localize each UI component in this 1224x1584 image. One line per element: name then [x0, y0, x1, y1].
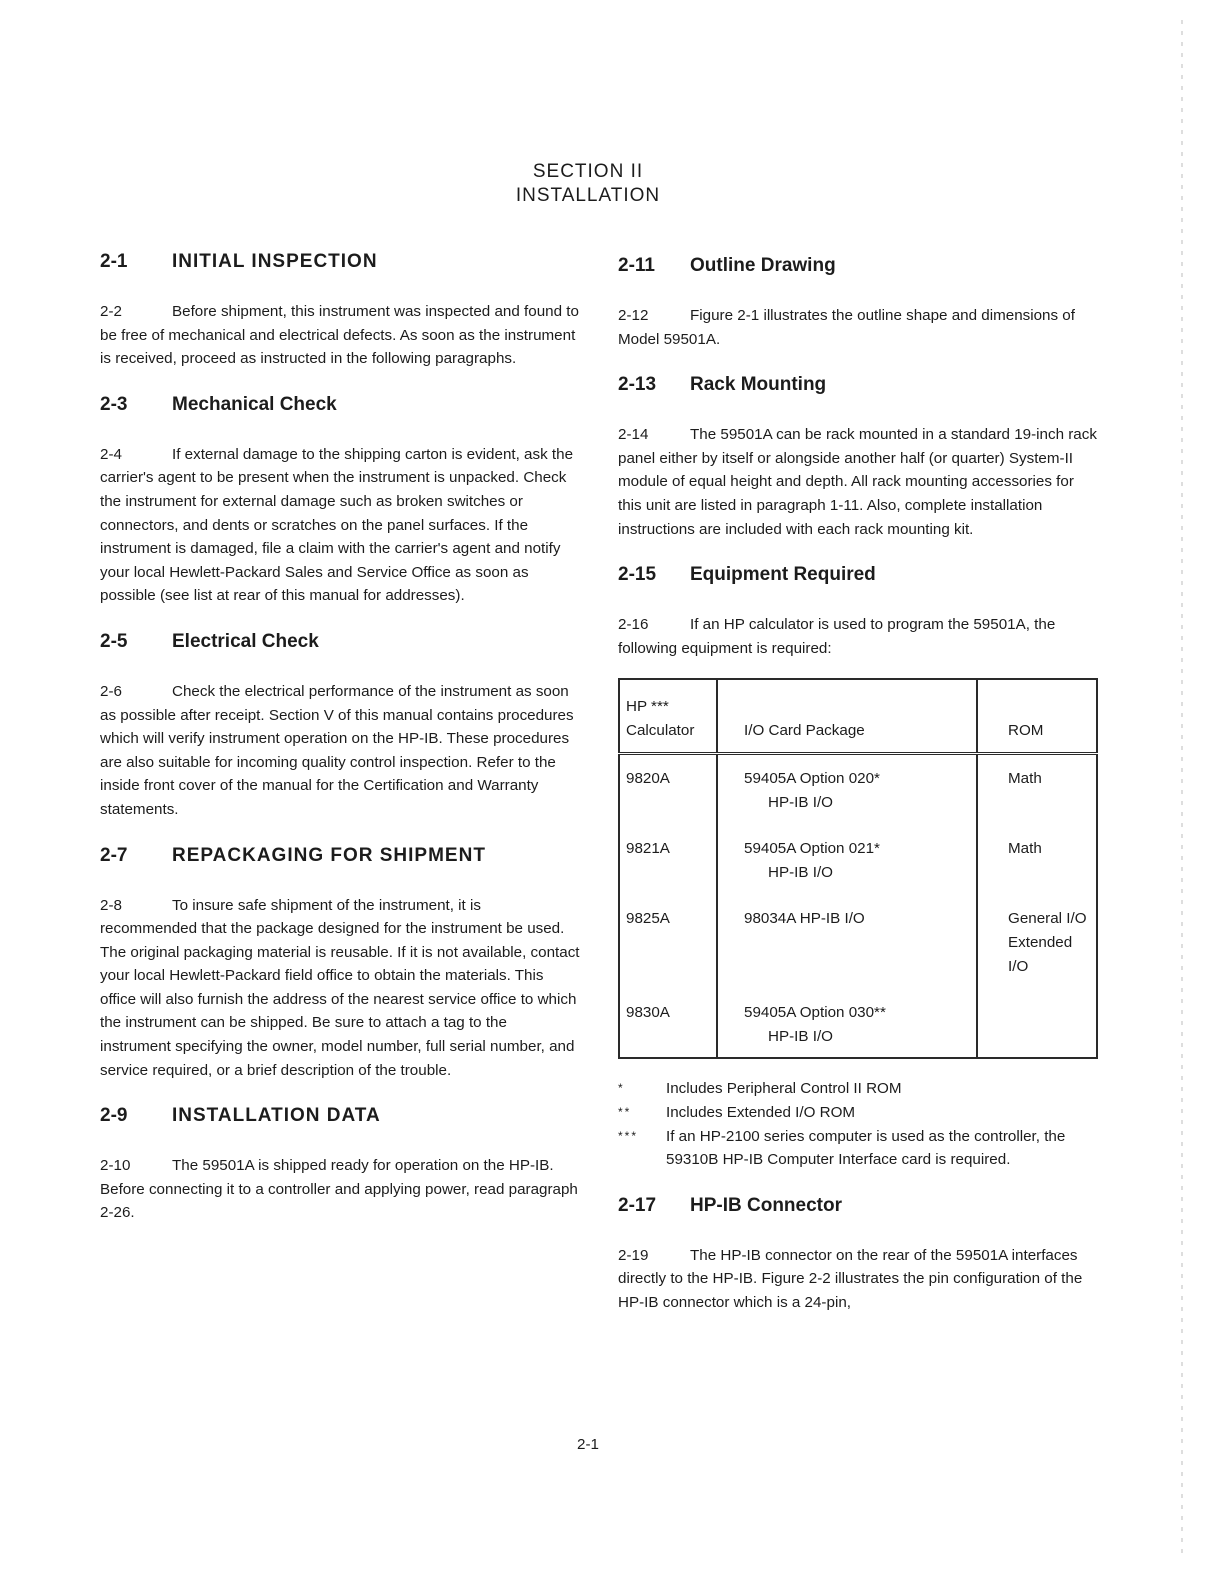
table-row	[619, 989, 1097, 1058]
heading-2-3: 2-3 Mechanical Check	[100, 393, 337, 415]
cell-rom: General I/O Extended I/O	[977, 895, 1097, 989]
cell-calculator: 9821A	[619, 825, 717, 895]
equipment-table	[618, 678, 1098, 1059]
footnote: * Includes Peripheral Control II ROM	[618, 1080, 902, 1098]
table-row	[619, 825, 1097, 895]
header-calculator: HP *** Calculator	[619, 679, 717, 754]
heading-2-13: 2-13 Rack Mounting	[618, 374, 827, 396]
heading-2-7: 2-7 REPACKAGING FOR SHIPMENT	[100, 844, 486, 866]
paragraph-2-2: 2-2 Before shipment, this instrument was inspected and found to be free of mechanical and electrical defects. As soon as the instrument is received, proceed as instructed in the following paragraphs.	[100, 303, 579, 368]
heading-2-5: 2-5 Electrical Check	[100, 630, 319, 652]
cell-calculator: 9820A	[619, 754, 717, 826]
paragraph-2-8: 2-8 To insure safe shipment of the instrument, it is recommended that the package designed for the instrument be used. The original packaging material is reusable. If it is not available, contact your local Hewlett-Packard field office to obtain the materials. This office will also furnish the address of the nearest service office to which the instrument can be shipped. Be sure to attach a tag to the instrument specifying the owner, model number, full serial number, and service required, or a brief description of the trouble.	[100, 896, 580, 1079]
cell-rom: Math	[977, 754, 1097, 826]
right-column	[618, 252, 1100, 1315]
section-title: INSTALLATION	[515, 185, 661, 206]
scan-edge-mark	[1181, 20, 1183, 1560]
heading-2-11: 2-11 Outline Drawing	[618, 255, 836, 276]
footnote: *** If an HP-2100 series computer is used as the controller, the 59310B HP-IB Computer Interface card is required.	[618, 1127, 1066, 1169]
section-number: SECTION II	[532, 161, 644, 182]
table-footnotes	[618, 1077, 1100, 1171]
paragraph-2-12: 2-12 Figure 2-1 illustrates the outline shape and dimensions of Model 59501A.	[618, 307, 1075, 348]
cell-io-card: 98034A HP-IB I/O	[717, 895, 977, 989]
heading-2-15: 2-15 Equipment Required	[618, 564, 876, 586]
cell-io-card: 59405A Option 030** HP-IB I/O	[717, 989, 977, 1058]
cell-io-card: 59405A Option 021* HP-IB I/O	[717, 825, 977, 895]
cell-calculator: 9830A	[619, 989, 717, 1058]
paragraph-2-6: 2-6 Check the electrical performance of the instrument as soon as possible after receipt. Section V of this manual contains procedures which will verify instrument operation on the HP-IB. These procedures are also suitable for incoming quality control inspection. Refer to the inside front cover of the manual for the Certification and Warranty statements.	[100, 682, 574, 818]
cell-rom: Math	[977, 825, 1097, 895]
heading-2-17: 2-17 HP-IB Connector	[618, 1194, 842, 1216]
heading-2-9: 2-9 INSTALLATION DATA	[100, 1105, 381, 1127]
page-number: 2-1	[577, 1436, 599, 1453]
paragraph-2-19: 2-19 The HP-IB connector on the rear of the 59501A interfaces directly to the HP-IB. Figure 2-2 illustrates the pin configuration of the HP-IB connector which is a 24-pin,	[618, 1246, 1083, 1311]
cell-rom	[977, 989, 1097, 1058]
cell-io-card: 59405A Option 020* HP-IB I/O	[717, 754, 977, 826]
paragraph-2-16: 2-16 If an HP calculator is used to program the 59501A, the following equipment is required:	[618, 616, 1056, 657]
paragraph-2-4: 2-4 If external damage to the shipping carton is evident, ask the carrier's agent to be present when the instrument is unpacked. Check the instrument for external damage such as broken switches or connectors, and dents or scratches on the panel surfaces. If the instrument is damaged, file a claim with the carrier's agent and notify your local Hewlett-Packard Sales and Service Office as soon as possible (see list at rear of this manual for addresses).	[100, 445, 574, 605]
paragraph-2-10: 2-10 The 59501A is shipped ready for operation on the HP-IB. Before connecting it to a controller and applying power, read paragraph 2-26.	[100, 1157, 578, 1222]
section-heading	[0, 160, 1176, 208]
table-header-row	[619, 679, 1097, 754]
left-column	[100, 248, 582, 1225]
header-rom: ROM	[977, 679, 1097, 754]
header-io-card: I/O Card Package	[717, 679, 977, 754]
table-row	[619, 754, 1097, 826]
table-row	[619, 895, 1097, 989]
cell-calculator: 9825A	[619, 895, 717, 989]
footnote: ** Includes Extended I/O ROM	[618, 1103, 856, 1121]
paragraph-2-14: 2-14 The 59501A can be rack mounted in a standard 19-inch rack panel either by itself or alongside another half (or quarter) System-II module of equal height and depth. All rack mounting accessories for this unit are listed in paragraph 1-11. Also, complete installation instructions are included with each rack mounting kit.	[618, 426, 1097, 538]
heading-2-1: 2-1 INITIAL INSPECTION	[100, 251, 378, 272]
